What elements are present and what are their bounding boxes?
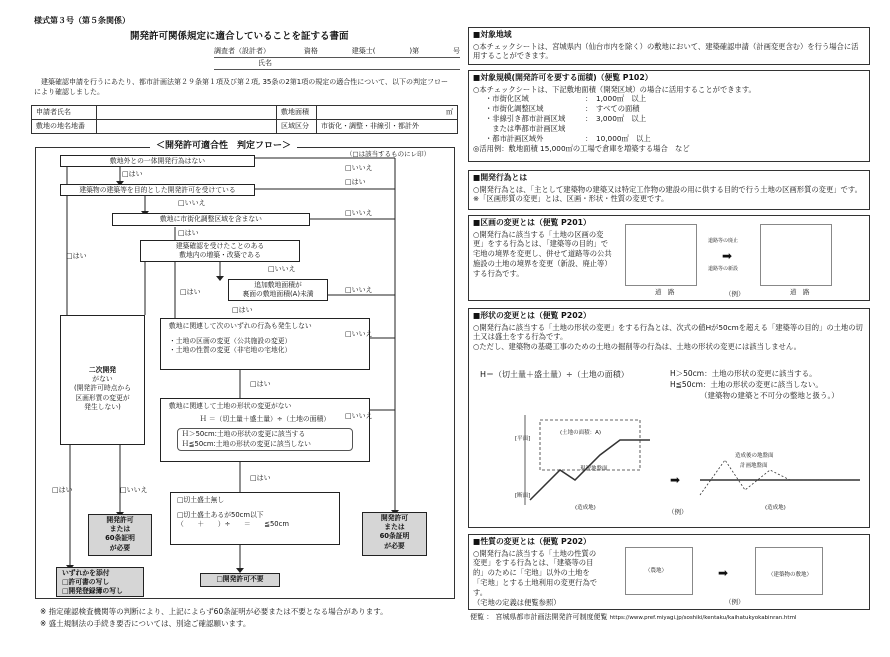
parcel-arrow-label-b: 道路等の新設 xyxy=(708,266,739,272)
panel-dev-definition-title: ■開発行為とは xyxy=(473,173,528,182)
shape-plan-label: 計画地盤面 xyxy=(740,463,768,469)
permit-needed-left-2: または xyxy=(109,525,131,534)
secondary-dev-line4: 区画形質の変更が xyxy=(75,393,130,402)
shape-example-caption: （例） xyxy=(668,508,688,516)
number-label: 号 xyxy=(452,47,460,55)
size-example: ◎活用例：敷地面積 15,000㎡の工場で倉庫を増築する場合 など xyxy=(473,143,690,153)
footnote-1: ※ 指定確認検査機関等の判断により、上記によらず60条証明が必要または不要となる場合があります。 xyxy=(40,607,388,616)
attach-permit-copy[interactable]: □許可書の写し xyxy=(62,578,110,587)
qualification-label: 資格 xyxy=(303,47,318,55)
flow-q1-yes[interactable]: □はい xyxy=(122,170,143,178)
flow-q1-no[interactable]: □いいえ xyxy=(345,164,373,172)
flow-q5-no[interactable]: □いいえ xyxy=(345,286,373,294)
shape-flat-label: [平面] xyxy=(515,436,531,442)
flow-note: （□は該当するものにレ印） xyxy=(346,150,431,158)
size-row-3: または準都市計画区域 xyxy=(485,123,566,133)
area-unit: ㎡ xyxy=(446,107,453,116)
shape-arrow-icon: ➡ xyxy=(670,473,681,487)
permit-not-needed-box: □開発許可不要 xyxy=(200,573,280,587)
flow-q4-yes[interactable]: □はい xyxy=(180,288,201,296)
flow-q2-no[interactable]: □はい xyxy=(345,178,366,186)
flow-q7-formula: Ｈ ＝（切土量＋盛土量）÷（土地の面積） xyxy=(199,415,331,424)
flow-q7-no[interactable]: □いいえ xyxy=(345,412,373,420)
shape-area-label: (土地の面積：A) xyxy=(560,430,602,436)
permit-needed-right-1: 開発許可 xyxy=(380,514,409,522)
form-code: 様式第３号（第５条関係） xyxy=(34,16,130,25)
attach-title: いずれかを添付 xyxy=(62,569,110,577)
zone-options[interactable]: 市街化・調整・非線引・都計外 xyxy=(317,120,458,134)
flow-q5-line1: 追加敷地面積が xyxy=(254,281,302,289)
flow-q3-box: 敷地に市街化調整区域を含まない xyxy=(112,213,310,226)
registration-label: )第 xyxy=(409,47,420,55)
permit-needed-left-4: が必要 xyxy=(109,543,131,552)
parcel-arrow-label-a: 道路等の廃止 xyxy=(708,238,739,244)
panel-shape-change-text-2: ○ただし、建築物の基礎工事のための土地の掘削等の行為は、土地の形状の変更には該当しません。 xyxy=(473,342,801,352)
permit-needed-right-2: または xyxy=(384,523,405,532)
permit-needed-left-1: 開発許可 xyxy=(106,516,134,524)
flow-q3-yes[interactable]: □はい xyxy=(178,229,199,237)
footer xyxy=(470,613,796,622)
flow-q2-yes[interactable]: □いいえ xyxy=(178,199,206,207)
flow-q2-box: 建築物の建築等を目的とした開発許可を受けている xyxy=(60,184,255,196)
nature-farm-label: （農地） xyxy=(645,568,668,574)
parcel-road-label-1: 道 路 xyxy=(655,288,675,296)
zone-label: 区域区分 xyxy=(277,120,317,134)
site-area-label: 敷地面積 xyxy=(277,106,317,120)
architect-label: 建築士( xyxy=(351,47,376,55)
flow-q7-criteria-1: Ｈ＞50cm:土地の形状の変更に該当する xyxy=(182,430,306,439)
footnote-2: ※ 盛土規制法の手続き要否については、別途ご確認願います。 xyxy=(40,618,251,628)
footer-label: 便覧 ： 宮城県都市計画法開発許可制度便覧 xyxy=(470,613,608,621)
shape-criteria-1: H＞50cm：土地の形状の変更に該当する。 xyxy=(670,369,817,378)
flow-q2-left-yes[interactable]: □はい xyxy=(66,252,87,260)
flow-q4-line1: 建築確認を受けたことのある xyxy=(175,242,265,250)
applicant-label: 調査者（設計者） xyxy=(214,47,270,55)
flow-q8-no-cut[interactable]: □切土盛土無し xyxy=(177,496,225,504)
flow-q8-calc: （ ＋ ）÷ ＝ ≦50cm xyxy=(177,520,289,529)
secondary-dev-line2: がない xyxy=(92,375,113,384)
address-label: 敷地の地名地番 xyxy=(32,120,97,134)
panel-target-size-title: ■対象規模(開発許可を要する面積)（便覧 P102） xyxy=(473,73,653,82)
secondary-no[interactable]: □いいえ xyxy=(120,486,148,494)
panel-parcel-change-title: ■区画の変更とは（便覧 P201） xyxy=(473,218,591,227)
flow-title: ＜開発許可適合性 判定フロー＞ xyxy=(150,140,297,152)
parcel-example-caption: （例） xyxy=(725,290,745,298)
right-arrow-icon: ➡ xyxy=(722,249,733,263)
panel-shape-change-title: ■形状の変更とは（便覧 P202） xyxy=(473,311,591,320)
permit-needed-left-3: 60条証明 xyxy=(105,534,135,543)
name-label: 氏名 xyxy=(258,59,272,67)
shape-formula: H＝（切土量＋盛土量）÷（土地の面積） xyxy=(480,370,629,379)
shape-change-label: 造成後の地盤面 xyxy=(735,453,774,459)
shape-criteria-2: H≦50cm：土地の形状の変更に該当しない。 xyxy=(670,380,823,389)
applicant-name-label: 申請者氏名 xyxy=(32,106,97,120)
panel-parcel-change-text: ○開発行為に該当する「土地の区画の変更」をする行為とは、「建築等の目的」で宅地の境界を変更し、併せて道路等の公共施設の土地の境界を変更（新設、廃止等）する行為です。 xyxy=(473,229,612,278)
shape-section-label: [断面] xyxy=(515,493,531,499)
flow-q1-box: 敷地外との一体開発行為はない xyxy=(60,155,255,167)
intro-text: 建築確認申請を行うにあたり、都市計画法第２９条第１項及び第２項, 35条の2第1項の規定の適合性について、以下の判定フローにより確認しました。 xyxy=(34,78,448,97)
size-row-0: ・市街化区域 ： 1,000㎡ 以上 xyxy=(485,94,647,104)
footer-url[interactable]: https://www.pref.miyagi.jp/soshiki/kentaku/kaihatukyokabinran.html xyxy=(609,615,797,621)
flow-q4-no[interactable]: □いいえ xyxy=(268,265,296,273)
flow-q6-text: 敷地に関連して次のいずれの行為も発生しない xyxy=(169,322,312,330)
secondary-yes[interactable]: □はい xyxy=(52,486,73,494)
shape-criteria-3: （建築物の建築と不可分の整地と扱う。） xyxy=(700,391,839,400)
flow-q5-yes[interactable]: □はい xyxy=(232,306,253,314)
panel-shape-change-text-1: ○開発行為に該当する「土地の形状の変更」をする行為とは、次式の値Hが50cmを超える「建築等の目的」の土地の切土又は盛土をする行為です。 xyxy=(473,322,863,342)
permit-needed-right-3: 60条証明 xyxy=(379,532,410,541)
panel-nature-change-text: ○開発行為に該当する「土地の性質の変更」をする行為とは、「建築等の目的」のために「宅地」以外の土地を「宅地」とする土地利用の変更行為です。 xyxy=(473,548,598,597)
panel-nature-change-note: （宅地の定義は便覧参照） xyxy=(473,597,561,607)
flow-q6-item-b: ・土地の性質の変更（非宅地の宅地化） xyxy=(169,346,292,355)
flow-q6-yes[interactable]: □はい xyxy=(250,380,271,388)
shape-site-label-1: (造成地) xyxy=(575,505,596,511)
flow-q3-no[interactable]: □いいえ xyxy=(345,209,373,217)
document-title: 開発許可関係規定に適合していることを証する書面 xyxy=(130,31,349,42)
flow-q4-line2: 敷地内の増築・改築である xyxy=(179,251,261,260)
size-row-1: ・市街化調整区域 ： すべての面積 xyxy=(485,104,640,114)
size-row-4: ・都市計画区域外 ： 10,000㎡ 以上 xyxy=(485,133,651,143)
nature-arrow-icon: ➡ xyxy=(718,566,729,580)
flow-q7-text: 敷地に関連して土地の形状の変更がない xyxy=(169,402,292,410)
size-row-2: ・非線引き都市計画区域 ： 3,000㎡ 以上 xyxy=(485,114,647,124)
panel-nature-change-title: ■性質の変更とは（便覧 P202） xyxy=(473,537,591,546)
panel-dev-definition-text: ○開発行為とは、「主として建築物の建築又は特定工作物の建設の用に供する目的で行う土地の区画形質の変更」です。 ※「区画形質の変更」とは、区画・形状・性質の変更です。 xyxy=(473,184,866,204)
panel-target-area-title: ■対象地域 xyxy=(473,30,512,39)
secondary-dev-line3: (開発許可時点から xyxy=(73,384,132,393)
secondary-dev-line5: 発生しない) xyxy=(84,402,121,411)
nature-after-figure xyxy=(755,547,823,595)
flow-q6-no[interactable]: □いいえ xyxy=(345,330,373,338)
shape-ground-label: 現況地盤面 xyxy=(580,466,608,472)
flow-q8-under50[interactable]: □切土盛土あるが50cm以下 xyxy=(177,511,264,520)
nature-example-caption: （例） xyxy=(725,598,745,606)
flow-q7-criteria-2: Ｈ≦50cm:土地の形状の変更に該当しない xyxy=(182,439,311,448)
panel-target-size-text: ○本チェックシートは、下記敷地面積（開発区域）の場合に活用することができます。 xyxy=(473,84,756,94)
shape-site-label-2: (造成地) xyxy=(765,505,786,511)
panel-target-area-text: ○本チェックシートは、宮城県内（仙台市内を除く）の敷地において、建築確認申請（計画変更含む）を行う場合に活用することができます。 xyxy=(473,41,859,61)
secondary-dev-title: 二次開発 xyxy=(88,366,117,374)
attach-registry-copy[interactable]: □開発登録簿の写し xyxy=(62,587,123,596)
flow-q6-item-a: ・土地の区画の変更（公共施設の変更） xyxy=(169,337,292,346)
flow-q7-yes[interactable]: □はい xyxy=(250,474,271,482)
nature-house-label: （建築物の敷地） xyxy=(768,572,813,578)
parcel-road-label-2: 道 路 xyxy=(790,288,810,296)
permit-needed-right-4: が必要 xyxy=(384,541,405,550)
flow-q5-line2: 裏面の敷地面積(A)未満 xyxy=(242,290,314,299)
